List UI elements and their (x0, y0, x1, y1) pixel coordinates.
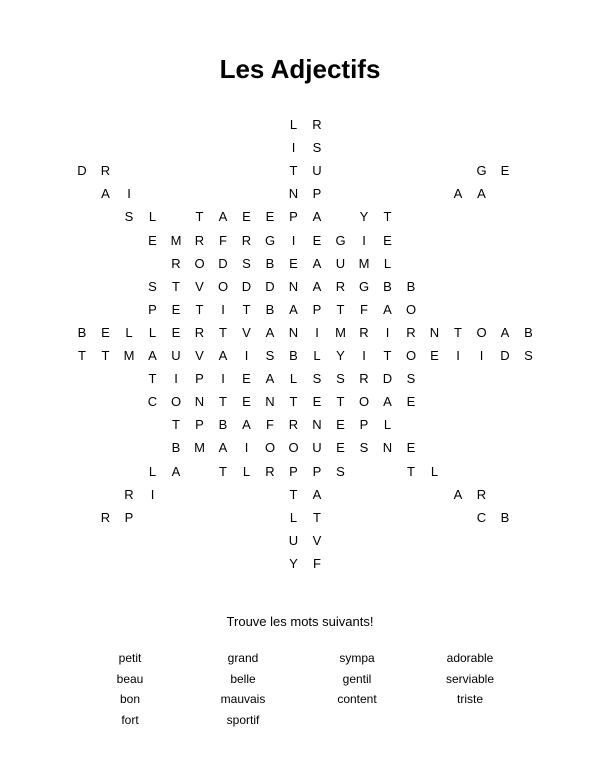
grid-letter: A (218, 440, 228, 456)
word-item: sympa (339, 651, 375, 665)
grid-letter: V (242, 324, 251, 340)
grid-letter: N (288, 278, 299, 294)
grid-letter: T (219, 463, 227, 479)
grid-letter: M (335, 324, 346, 340)
grid-letter: T (289, 163, 298, 179)
word-item: sportif (226, 712, 260, 727)
word-item: fort (121, 712, 139, 727)
grid-letter: M (194, 440, 205, 456)
grid-letter: S (148, 278, 157, 294)
grid-letter: Y (336, 348, 345, 363)
grid-letter: T (78, 348, 86, 363)
grid-letter: R (194, 232, 205, 248)
grid-letter: G (335, 232, 346, 248)
grid-letter: P (195, 417, 204, 433)
word-item: beau (116, 671, 144, 686)
grid-letter: T (219, 324, 227, 340)
grid-letter: L (289, 509, 298, 525)
grid-letter: P (148, 301, 157, 317)
grid-letter: C (147, 394, 158, 410)
grid-letter: L (148, 463, 157, 479)
grid-letter: O (288, 440, 299, 456)
grid-letter: T (242, 301, 251, 317)
grid-letter: T (195, 301, 204, 317)
grid-letter: P (289, 463, 298, 479)
grid-letter: O (194, 255, 205, 271)
grid-letter: O (170, 394, 182, 410)
grid-letter: R (359, 324, 369, 340)
grid-letter: I (456, 348, 460, 363)
grid-letter: B (77, 324, 87, 340)
grid-letter: S (524, 348, 533, 363)
grid-letter: T (336, 394, 345, 410)
grid-letter: D (265, 278, 275, 294)
grid-letter: T (101, 348, 110, 363)
grid-letter: T (219, 394, 227, 410)
word-list (0, 650, 600, 740)
grid-letter: O (405, 301, 417, 317)
grid-letter: N (288, 186, 299, 202)
grid-letter: V (195, 348, 204, 363)
grid-letter: L (430, 463, 439, 479)
grid-letter: R (100, 509, 111, 525)
grid-letter: T (289, 486, 298, 502)
grid-letter: L (313, 348, 321, 363)
grid-letter: R (359, 371, 369, 387)
grid-letter: N (312, 417, 322, 433)
grid-letter: D (77, 163, 87, 179)
grid-letter: Y (359, 209, 369, 225)
grid-letter: S (359, 440, 369, 456)
grid-letter: P (359, 417, 369, 433)
grid-letter: T (336, 301, 345, 317)
grid-letter: E (500, 163, 510, 179)
grid-letter: A (312, 209, 322, 225)
grid-letter: I (291, 140, 296, 156)
grid-letter: P (124, 509, 134, 525)
grid-letter: D (218, 255, 228, 271)
grid-letter: N (288, 324, 299, 340)
grid-letter: B (406, 278, 416, 294)
grid-letter: A (312, 278, 322, 294)
word-item: mauvais (220, 692, 266, 706)
grid-letter: I (479, 348, 484, 363)
grid-letter: R (476, 486, 487, 502)
grid-letter: S (242, 255, 251, 271)
grid-letter: T (289, 394, 298, 410)
grid-letter: U (288, 532, 299, 548)
grid-letter: L (148, 209, 157, 225)
grid-letter: E (336, 440, 345, 456)
grid-letter: R (194, 324, 205, 340)
word-item: triste (456, 692, 483, 706)
grid-letter: T (172, 278, 180, 294)
grid-letter: I (244, 348, 249, 363)
grid-letter: O (264, 440, 276, 456)
grid-letter: N (194, 394, 205, 410)
grid-letter: S (406, 371, 416, 387)
grid-letter: R (171, 255, 181, 271)
grid-letter: I (150, 486, 155, 502)
grid-letter: D (382, 371, 393, 387)
grid-letter: U (312, 163, 322, 179)
grid-letter: A (218, 348, 228, 363)
grid-letter: R (406, 324, 416, 340)
grid-letter: T (313, 509, 321, 525)
grid-letter: A (218, 209, 228, 225)
grid-letter: L (148, 324, 157, 340)
grid-letter: A (265, 371, 275, 387)
grid-letter: A (265, 324, 275, 340)
grid-letter: I (315, 324, 319, 340)
grid-letter: S (265, 348, 275, 363)
grid-letter: B (171, 440, 181, 456)
grid-letter: E (242, 371, 251, 387)
grid-letter: T (383, 348, 392, 363)
grid-letter: O (217, 278, 229, 294)
grid-letter: I (174, 371, 178, 387)
grid-letter: M (358, 255, 370, 271)
grid-letter: I (291, 232, 296, 248)
grid-letter: O (405, 348, 417, 363)
grid-letter: B (383, 278, 392, 294)
grid-letter: T (407, 463, 415, 479)
grid-letter: T (148, 371, 157, 387)
word-item: petit (118, 651, 142, 665)
grid-letter: M (123, 348, 135, 363)
grid-letter: S (336, 463, 345, 479)
grid-letter: A (101, 186, 110, 202)
word-item: gentil (342, 671, 372, 686)
grid-letter: B (218, 417, 228, 433)
grid-letter: M (170, 232, 182, 248)
grid-letter: E (242, 394, 251, 410)
grid-letter: I (244, 440, 249, 456)
grid-letter: I (385, 324, 390, 340)
grid-letter: E (101, 324, 110, 340)
grid-letter: N (265, 394, 275, 410)
grid-letter: E (289, 255, 298, 271)
grid-letter: A (148, 348, 157, 363)
word-item: belle (230, 671, 256, 686)
grid-letter: E (406, 394, 416, 410)
page-title: Les Adjectifs (219, 54, 381, 84)
grid-letter: E (312, 232, 322, 248)
grid-letter: N (382, 440, 393, 456)
grid-letter: E (242, 209, 251, 225)
grid-letter: G (476, 163, 487, 179)
grid-letter: P (312, 301, 322, 317)
grid-letter: E (312, 394, 322, 410)
grid-letter: S (312, 140, 322, 156)
grid-letter: D (500, 348, 510, 363)
grid-letter: F (219, 232, 227, 248)
grid-letter: E (265, 209, 275, 225)
grid-letter: R (312, 117, 322, 132)
grid-letter: V (312, 532, 322, 548)
grid-letter: V (195, 278, 204, 294)
grid-letter: B (500, 509, 510, 525)
grid-letter: A (312, 255, 322, 271)
grid-letter: C (476, 509, 487, 525)
grid-letter: I (362, 348, 366, 363)
grid-letter: S (124, 209, 134, 225)
grid-letter: S (336, 371, 345, 387)
grid-letter: E (171, 301, 181, 317)
grid-letter: I (221, 371, 225, 387)
grid-letter: P (312, 463, 322, 479)
grid-letter: P (312, 186, 322, 202)
grid-letter: T (383, 209, 392, 225)
grid-letter: L (242, 463, 251, 479)
grid-letter: U (312, 440, 322, 456)
grid-letter: B (265, 301, 275, 317)
grid-letter: T (195, 209, 204, 225)
grid-letter: A (477, 186, 486, 202)
grid-letter: E (148, 232, 157, 248)
grid-letter: R (124, 486, 134, 502)
grid-letter: T (454, 324, 462, 340)
grid-letter: R (335, 278, 346, 294)
grid-letter: E (336, 417, 345, 433)
grid-letter: S (312, 371, 322, 387)
grid-letter: E (406, 440, 416, 456)
grid-letter: F (266, 417, 274, 433)
grid-letter: E (383, 232, 392, 248)
word-item: grand (227, 651, 259, 665)
grid-letter: O (476, 324, 487, 340)
word-item: content (337, 692, 377, 706)
grid-letter: A (500, 324, 510, 340)
grid-letter: L (289, 117, 298, 132)
grid-letter: N (429, 324, 440, 340)
grid-letter: B (289, 348, 298, 363)
grid-letter: A (171, 463, 181, 479)
word-item: bon (119, 692, 141, 706)
grid-letter: D (241, 278, 252, 294)
grid-letter: E (430, 348, 439, 363)
grid-letter: B (265, 255, 275, 271)
grid-letter: R (100, 163, 111, 179)
grid-letter: F (313, 555, 321, 571)
grid-letter: Y (289, 555, 298, 571)
word-item: adorable (446, 651, 494, 665)
grid-letter: R (241, 232, 252, 248)
grid-letter: T (172, 417, 180, 433)
grid-letter: A (242, 417, 251, 433)
grid-letter: R (265, 463, 275, 479)
grid-letter: I (127, 186, 131, 202)
grid-letter: I (362, 232, 366, 248)
grid-letter: A (289, 301, 298, 317)
grid-letter: L (383, 417, 392, 433)
grid-letter: L (383, 255, 392, 271)
grid-letter: L (289, 371, 298, 387)
grid-letter: I (221, 301, 225, 317)
grid-letter: A (383, 394, 392, 410)
grid-letter: O (358, 394, 370, 410)
grid-letter: R (288, 417, 299, 433)
grid-letter: B (524, 324, 533, 340)
grid-letter: F (360, 301, 368, 317)
instructions: Trouve les mots suivants! (226, 614, 374, 629)
grid-letter: P (195, 371, 204, 387)
grid-letter: A (383, 301, 392, 317)
grid-letter: E (171, 324, 181, 340)
grid-letter: A (453, 486, 463, 502)
grid-letter: U (335, 255, 346, 271)
grid-letter: G (264, 232, 276, 248)
grid-letter: P (289, 209, 298, 225)
grid-letter: A (453, 186, 463, 202)
grid-letter: A (312, 486, 322, 502)
grid-letter: G (358, 278, 370, 294)
grid-letter: L (125, 324, 133, 340)
word-item: serviable (445, 671, 495, 686)
grid-letter: U (171, 348, 181, 363)
